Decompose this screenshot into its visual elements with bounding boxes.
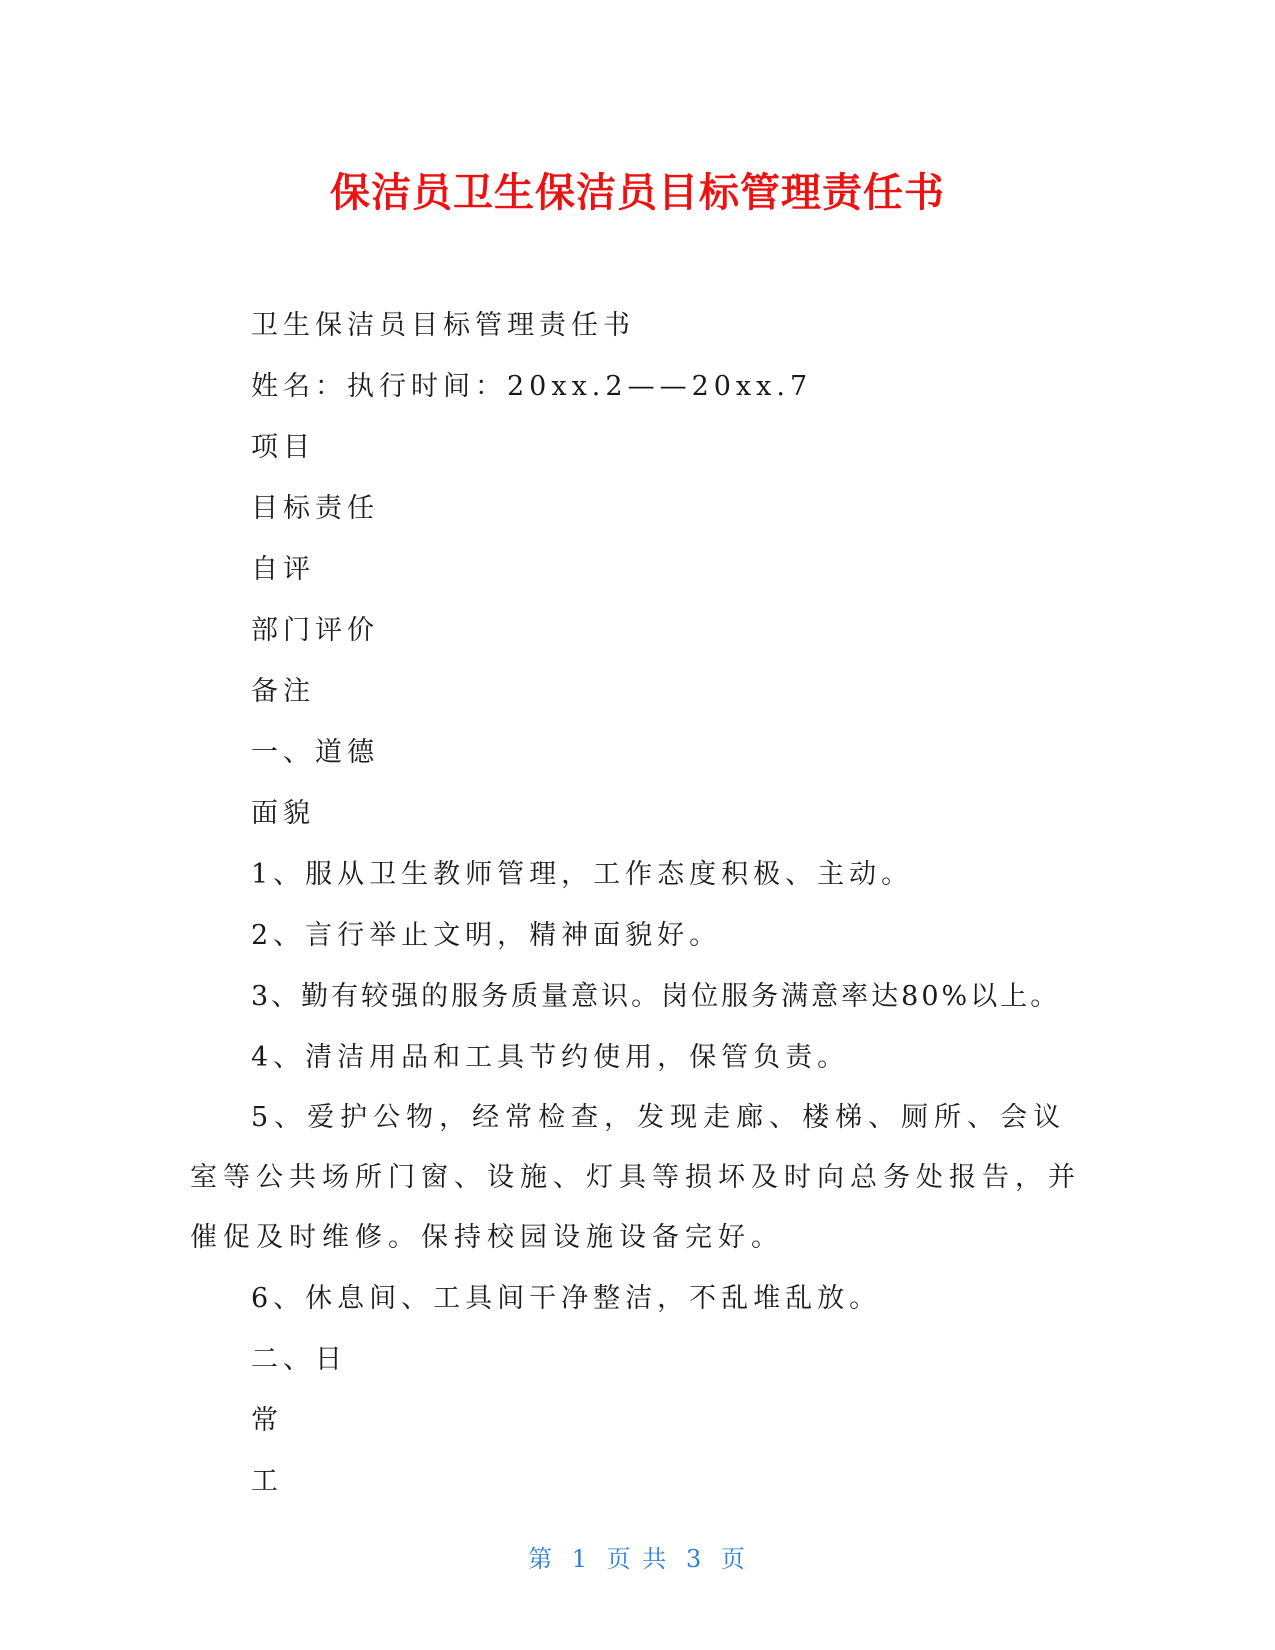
paragraph-item-1: 1、服从卫生教师管理，工作态度积极、主动。: [251, 859, 914, 890]
paragraph-target: 目标责任: [251, 493, 379, 524]
page-footer: [0, 1544, 1275, 1574]
paragraph-item-3: 3、勤有较强的服务质量意识。岗位服务满意率达80%以上。: [251, 981, 1061, 1012]
footer-page-number: 1: [571, 1545, 590, 1573]
footer-suffix: 页: [720, 1545, 747, 1573]
paragraph-appearance: 面貌: [251, 798, 315, 829]
document-title: 保洁员卫生保洁员目标管理责任书: [330, 170, 945, 216]
footer-total-pages: 3: [685, 1545, 704, 1573]
footer-prefix: 第: [528, 1545, 555, 1573]
paragraph-item: 项目: [251, 432, 315, 463]
paragraph-self-eval: 自评: [251, 554, 315, 585]
paragraph-item-5: 5、爱护公物，经常检查，发现走廊、楼梯、厕所、会议室等公共场所门窗、设施、灯具等损坏及时向总务处报告，并催促及时维修。保持校园设施设备完好。: [190, 1102, 1081, 1253]
paragraph-section-one: 一、道德: [251, 737, 379, 768]
footer-middle: 页 共: [606, 1545, 669, 1573]
document-body: [190, 295, 1090, 1512]
paragraph-item-4: 4、清洁用品和工具节约使用，保管负责。: [251, 1042, 850, 1073]
paragraph-item-2: 2、言行举止文明，精神面貌好。: [251, 920, 722, 951]
paragraph-remark: 备注: [251, 676, 315, 707]
paragraph-item-6: 6、休息间、工具间干净整洁，不乱堆乱放。: [251, 1283, 882, 1314]
paragraph-char-chang: 常: [251, 1405, 283, 1436]
paragraph-dept-eval: 部门评价: [251, 615, 379, 646]
paragraph-char-gong: 工: [251, 1466, 283, 1497]
paragraph-section-two: 二、日: [251, 1344, 347, 1375]
paragraph-subtitle: 卫生保洁员目标管理责任书: [251, 310, 635, 341]
paragraph-name-time: 姓名：执行时间：20xx.2——20xx.7: [251, 371, 813, 402]
